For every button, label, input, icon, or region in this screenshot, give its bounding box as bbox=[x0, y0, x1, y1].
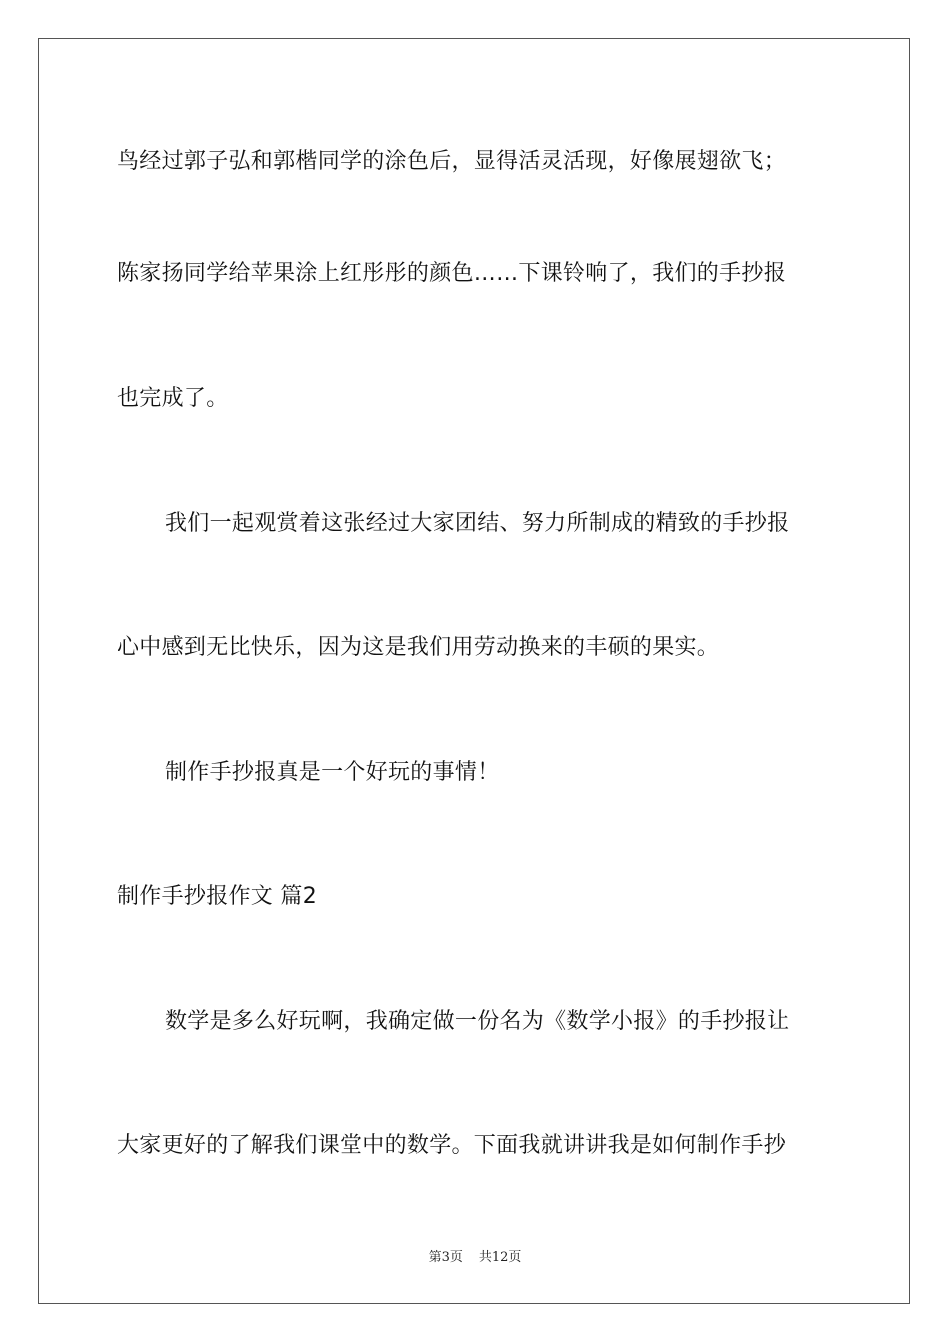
text-line-3: 也完成了。 bbox=[117, 386, 229, 411]
page-footer bbox=[0, 1246, 950, 1265]
page-total: 共12页 bbox=[478, 1250, 522, 1265]
page-number: 第3页 bbox=[428, 1250, 463, 1265]
text-line-8: 数学是多么好玩啊，我确定做一份名为《数学小报》的手抄报让 bbox=[165, 1009, 790, 1034]
page-border bbox=[38, 38, 910, 1304]
text-line-2: 陈家扬同学给苹果涂上红彤彤的颜色……下课铃响了，我们的手抄报 bbox=[117, 261, 787, 286]
text-line-9: 大家更好的了解我们课堂中的数学。下面我就讲讲我是如何制作手抄 bbox=[117, 1133, 787, 1158]
text-line-6: 制作手抄报真是一个好玩的事情！ bbox=[165, 760, 500, 785]
text-line-5: 心中感到无比快乐，因为这是我们用劳动换来的丰硕的果实。 bbox=[117, 635, 720, 660]
text-line-1: 鸟经过郭子弘和郭楷同学的涂色后，显得活灵活现，好像展翅欲飞； bbox=[117, 149, 787, 174]
text-line-4: 我们一起观赏着这张经过大家团结、努力所制成的精致的手抄报 bbox=[165, 511, 790, 536]
section-heading: 制作手抄报作文 篇2 bbox=[117, 884, 317, 909]
